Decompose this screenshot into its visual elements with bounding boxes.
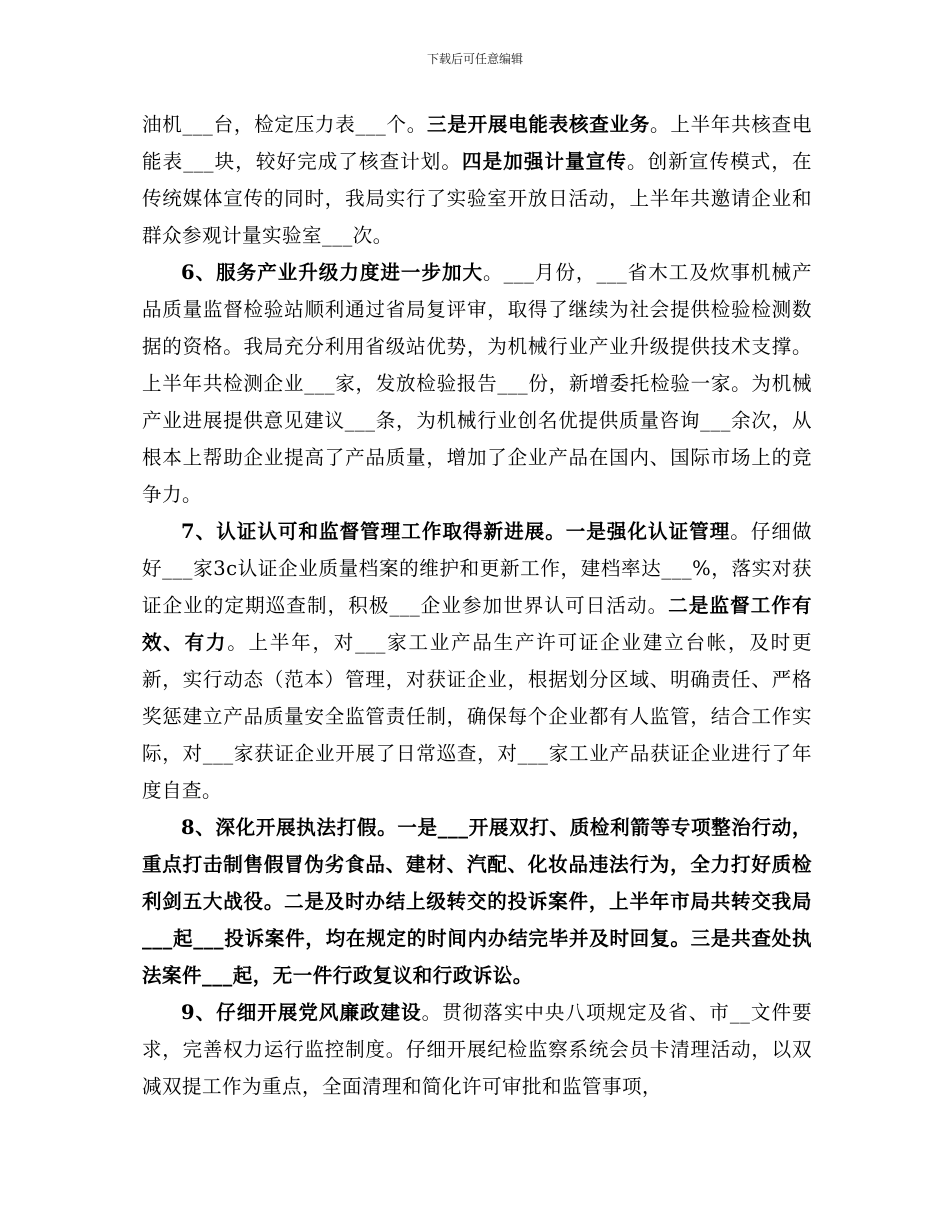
- paragraph-8-law-enforcement: [142, 809, 812, 994]
- document-body: [142, 106, 812, 1105]
- paragraph-metrology: [142, 106, 812, 254]
- text-run: 。创新宣传模式，在传统媒体宣传的同时，我局实行了实验室开放日活动，上半年共邀请企业和群众参观计量实验室___次。: [142, 150, 812, 247]
- bold-heading: 二是监督工作有效、有力: [142, 594, 812, 654]
- paragraph-6-industry-upgrade: [142, 254, 812, 513]
- bold-heading: 7、认证认可和监督管理工作取得新进展。一是强化认证管理: [181, 520, 731, 543]
- bold-heading: 四是加强计量宣传: [462, 150, 628, 173]
- paragraph-7-certification: [142, 513, 812, 809]
- bold-heading: 6、服务产业升级力度进一步加大: [181, 261, 484, 284]
- bold-paragraph-text: 8、深化开展执法打假。一是___开展双打、质检利箭等专项整治行动，重点打击制售假冒伪劣食品、建材、汽配、化妆品违法行为，全力打好质检利剑五大战役。二是及时办结上级转交的投诉案件，上半年市局共转交我局___起___投诉案件，均在规定的时间内办结完毕并及时回复。三是共查处执法案件___起，无一件行政复议和行政诉讼。: [142, 816, 812, 987]
- text-run: 。贯彻落实中央八项规定及省、市__文件要求，完善权力运行监控制度。仔细开展纪检监察系统会员卡清理活动，以双减双提工作为重点，全面清理和简化许可审批和监管事项，: [142, 1001, 812, 1098]
- text-run: 。上半年，对___家工业产品生产许可证企业建立台帐，及时更新，实行动态（范本）管理，对获证企业，根据划分区域、明确责任、严格奖惩建立产品质量安全监管责任制，确保每个企业都有人监管，结合工作实际，对___家获证企业开展了日常巡查，对___家工业产品获证企业进行了年度自查。: [142, 631, 812, 802]
- text-run: 。仔细做好___家3c认证企业质量档案的维护和更新工作，建档率达___%，落实对获证企业的定期巡查制，积极___企业参加世界认可日活动。: [142, 520, 812, 617]
- bold-heading: 三是开展电能表核查业务: [427, 113, 651, 136]
- paragraph-9-party-conduct: [142, 994, 812, 1105]
- text-run: 。上半年共核查电能表___块，较好完成了核查计划。: [142, 113, 812, 173]
- text-run: 油机___台，检定压力表___个。: [142, 113, 428, 136]
- text-run: 。___月份，___省木工及炊事机械产品质量监督检验站顺利通过省局复评审，取得了继续为社会提供检验检测数据的资格。我局充分利用省级站优势，为机械行业产业升级提供技术支撑。上半年共检测企业___家，发放检验报告___份，新增委托检验一家。为机械产业进展提供意见建议___条，为机械行业创名优提供质量咨询___余次，从根本上帮助企业提高了产品质量，增加了企业产品在国内、国际市场上的竞争力。: [142, 261, 812, 506]
- page-header: 下载后可任意编辑: [426, 52, 523, 66]
- bold-heading: 9、仔细开展党风廉政建设: [181, 1001, 422, 1024]
